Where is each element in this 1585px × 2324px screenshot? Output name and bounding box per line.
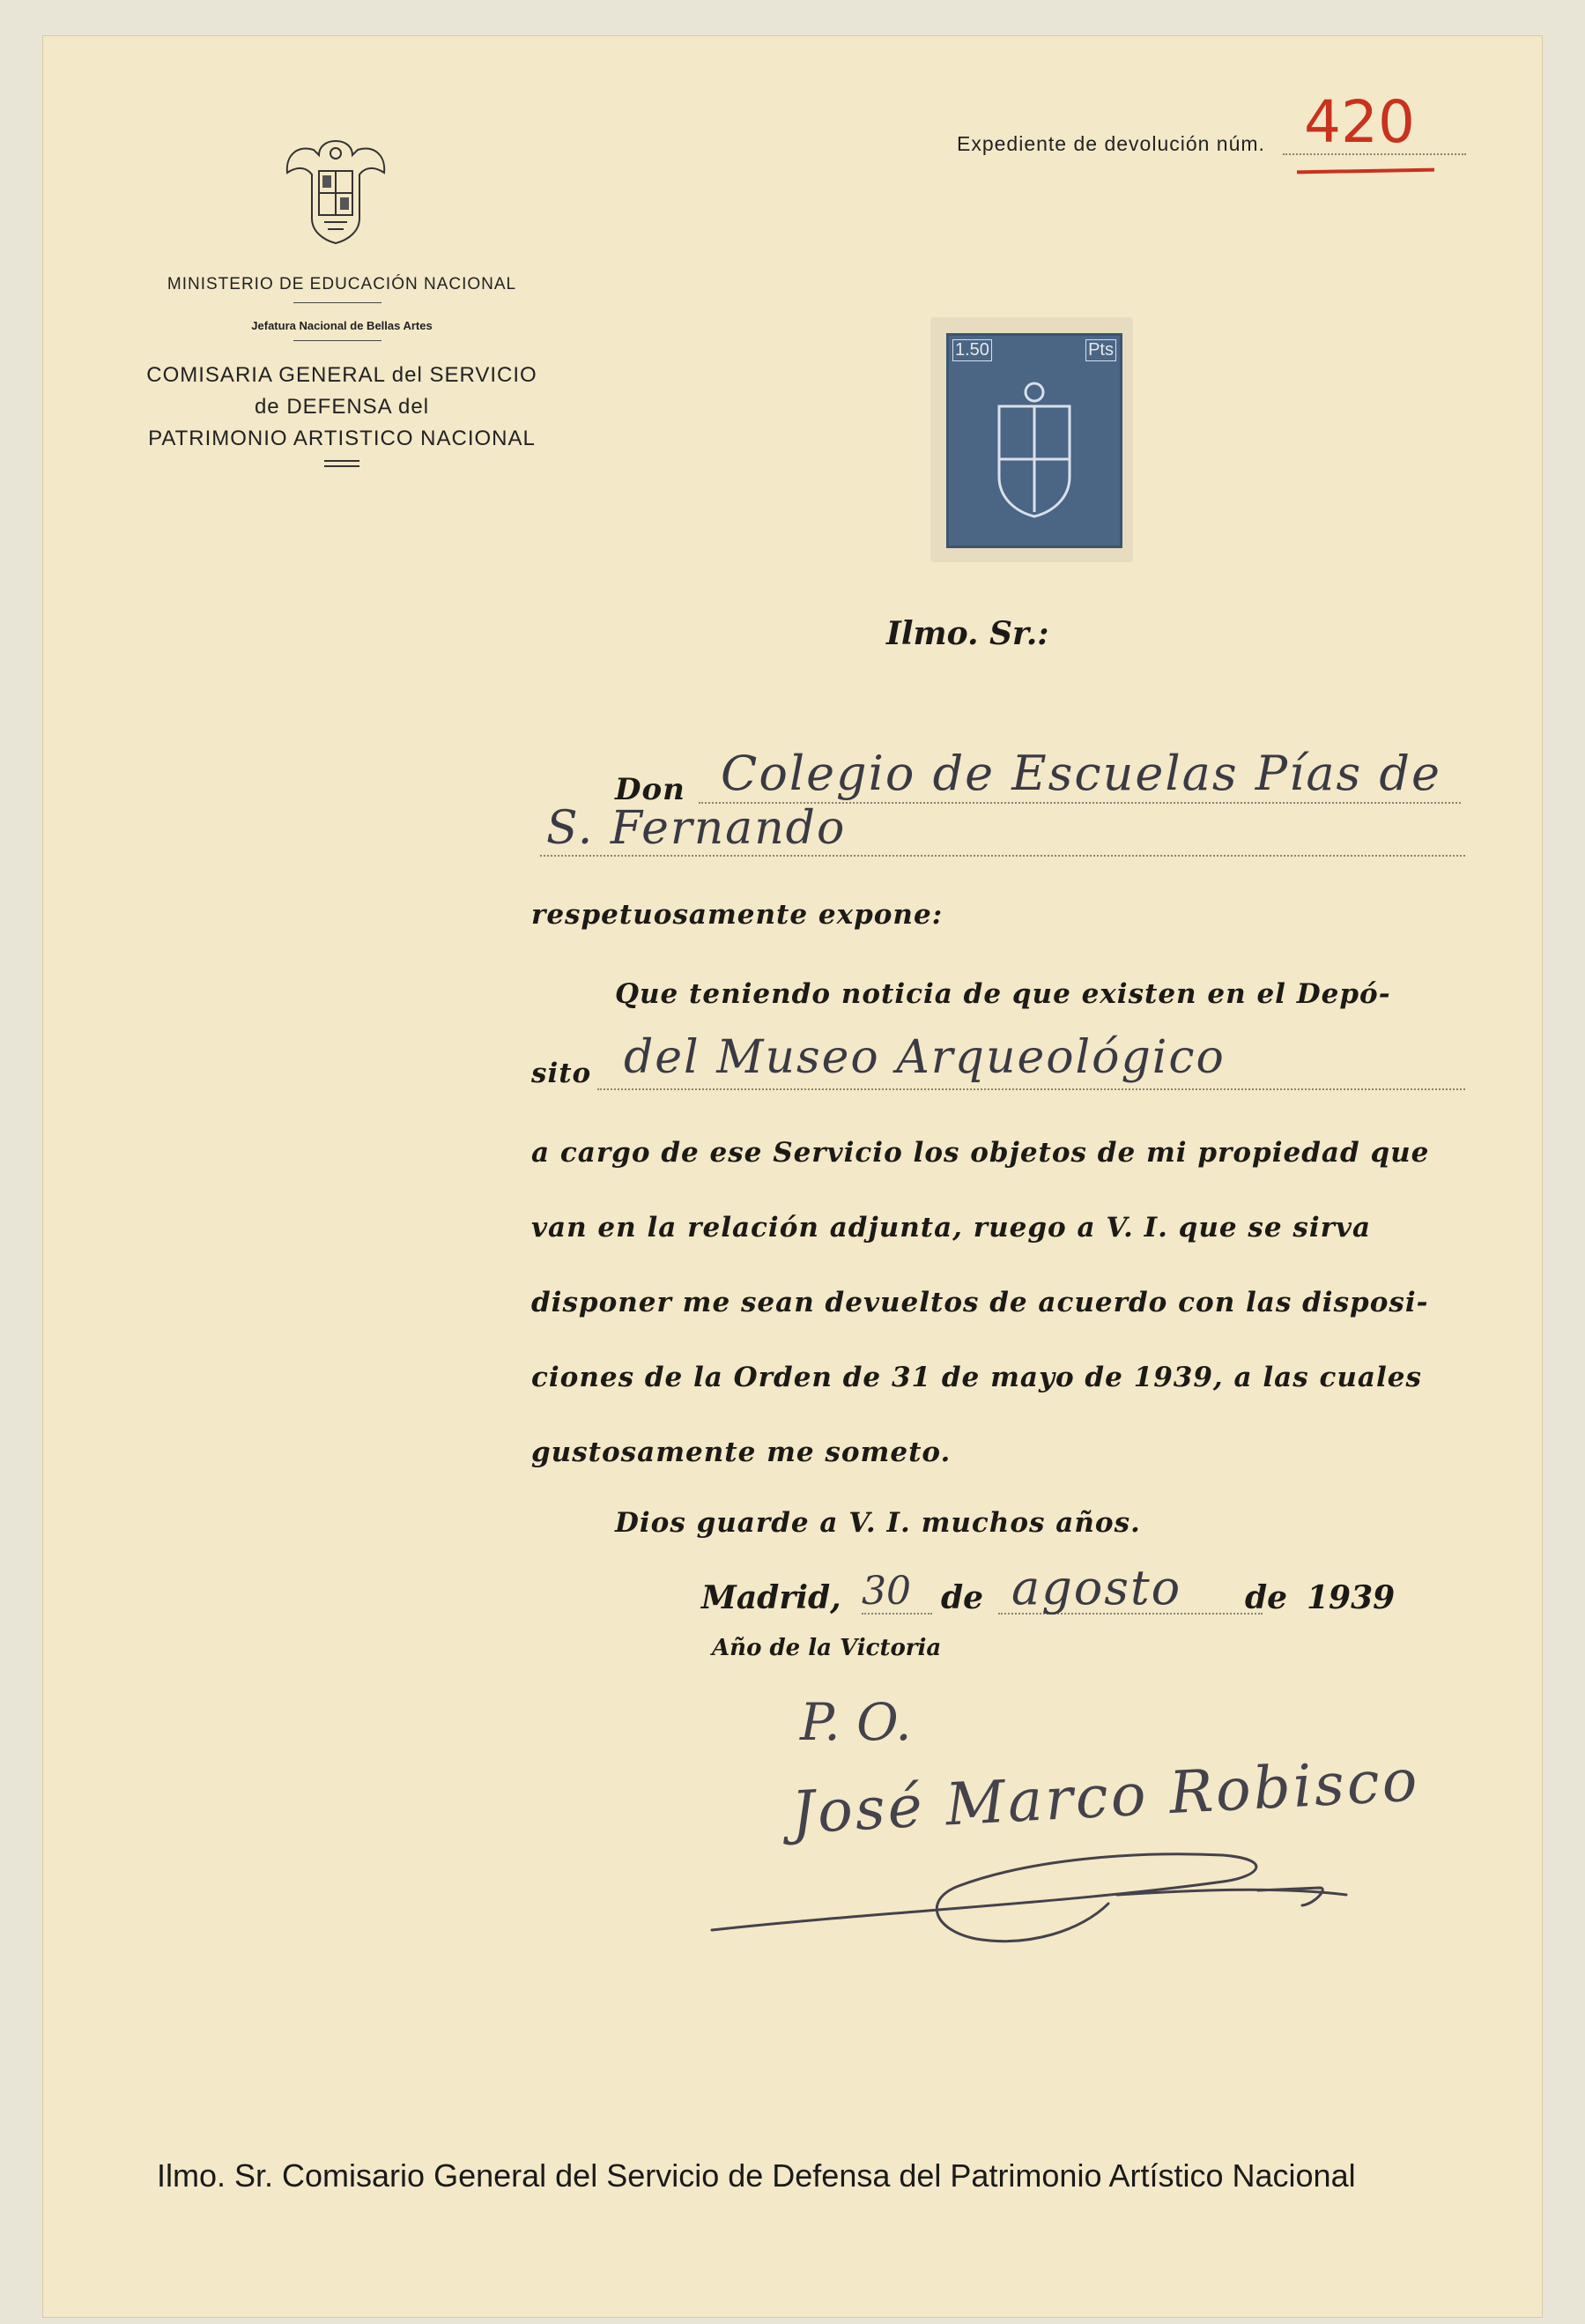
- date-motto: Año de la Victoria: [712, 1635, 942, 1661]
- date-day: 30: [862, 1569, 911, 1614]
- coat-of-arms-icon: [280, 134, 391, 250]
- department-name: Jefatura Nacional de Bellas Artes: [251, 319, 433, 332]
- footer-addressee: Ilmo. Sr. Comisario General del Servicio de Defensa del Patrimonio Artístico Nacional: [157, 2157, 1356, 2194]
- deposito-value: del Museo Arqueológico: [624, 1031, 1226, 1084]
- body-line-7: gustosamente me someto.: [531, 1437, 952, 1468]
- date-de-1: de: [941, 1579, 984, 1616]
- body-line-4: van en la relación adjunta, ruego a V. I. que se sirva: [531, 1212, 1372, 1244]
- closing-formula: Dios guarde a V. I. muchos años.: [615, 1507, 1141, 1539]
- date-year: 1939: [1307, 1579, 1396, 1616]
- signature-flourish: [694, 1807, 1381, 1956]
- body-line-1: Que teniendo noticia de que existen en el Depó-: [615, 978, 1391, 1010]
- divider: [293, 340, 381, 341]
- don-dotted-line-2: [540, 855, 1465, 857]
- commission-line-3: PATRIMONIO ARTISTICO NACIONAL: [148, 427, 536, 450]
- don-name-line-2: S. Fernando: [546, 802, 847, 855]
- stamp-shield-icon: [981, 380, 1087, 521]
- body-line-5: disponer me sean devueltos de acuerdo con las disposi-: [531, 1287, 1429, 1318]
- stamp-value-left: 1.50: [952, 339, 992, 361]
- ministry-name: MINISTERIO DE EDUCACIÓN NACIONAL: [167, 275, 517, 293]
- commission-line-2: de DEFENSA del: [254, 395, 430, 419]
- body-line-6: ciones de la Orden de 31 de mayo de 1939, a las cuales: [531, 1362, 1422, 1393]
- date-month: agosto: [1011, 1560, 1182, 1615]
- commission-line-1: COMISARIA GENERAL del SERVICIO: [146, 363, 537, 387]
- signature-name: José Marco Robisco: [789, 1746, 1422, 1847]
- deposito-dotted-line: [597, 1088, 1465, 1090]
- red-underline: [1297, 168, 1434, 174]
- divider: [293, 302, 381, 303]
- document-page: [42, 35, 1543, 2318]
- don-name-line-1: Colegio de Escuelas Pías de: [721, 746, 1441, 801]
- deposito-prefix: sito: [531, 1058, 592, 1089]
- salutation: Ilmo. Sr.:: [886, 615, 1049, 652]
- don-label: Don: [615, 772, 685, 807]
- stamp-value-right: Pts: [1085, 339, 1116, 361]
- expone-text: respetuosamente expone:: [531, 899, 944, 931]
- date-place: Madrid,: [701, 1579, 841, 1616]
- double-rule: [324, 460, 359, 467]
- stamp-face: [946, 333, 1122, 548]
- body-line-3: a cargo de ese Servicio los objetos de mi propiedad que: [531, 1137, 1430, 1169]
- signature-po: P. O.: [800, 1692, 912, 1752]
- date-de-2: de: [1245, 1579, 1288, 1616]
- expediente-number: 420: [1304, 88, 1415, 156]
- revenue-stamp: [930, 317, 1133, 562]
- expediente-label: Expediente de devolución núm.: [957, 132, 1265, 155]
